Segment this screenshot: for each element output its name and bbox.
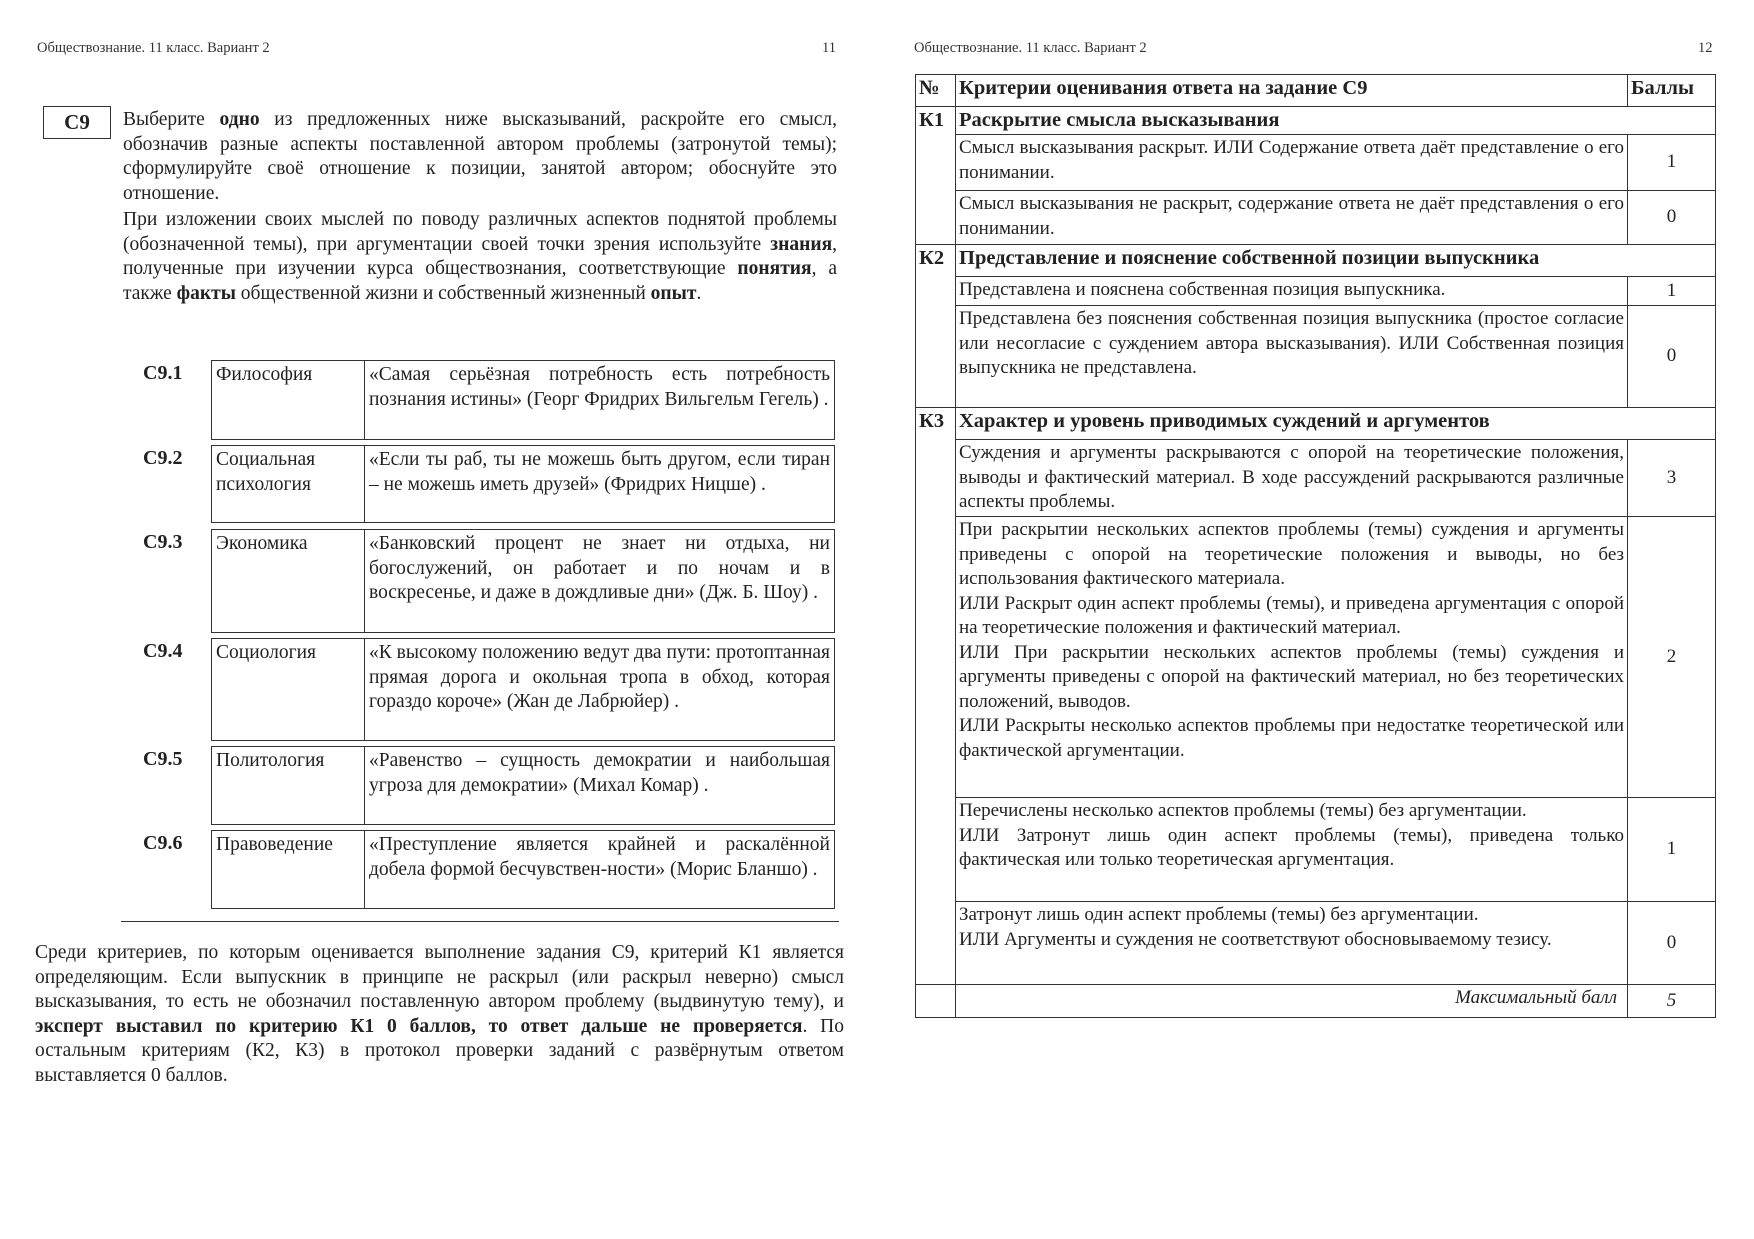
criterion-text: Смысл высказывания не раскрыт, содержание ответа не даёт представления о его понимании. [956, 191, 1628, 245]
quote-option [143, 360, 835, 440]
text: . [696, 282, 702, 304]
text: . По остальным критериям (К2, К3) в протокол проверки заданий с развёрнутым ответом выставляется 0 баллов. [35, 1015, 844, 1086]
col-no: № [916, 75, 956, 107]
quote-text: «Банковский процент не знает ни отдыха, ни богослужений, он работает и по ночам и в воскресенье, и даже в дождливые дни» (Дж. Б. Шоу) . [365, 529, 835, 633]
line: Затронут лишь один аспект проблемы (темы) без аргументации. [959, 904, 1479, 925]
criterion-text: Представлена без пояснения собственная позиция выпускника (простое согласие или несогласие с суждением автора высказывания). ИЛИ Собственная позиция выпускника не представлена. [956, 306, 1628, 408]
task-instructions [123, 108, 837, 206]
text: из предложенных ниже высказываний, раскройте его смысл, обозначив разные аспекты поставленной автором проблемы (затронутой темы); сформулируйте своё отношение к позиции, занятой автором; обоснуйте это отношение. [123, 109, 837, 204]
bold-text: опыт [650, 282, 697, 304]
quote-id: С9.3 [143, 531, 183, 553]
text: общественной жизни и собственный жизненный [235, 282, 651, 304]
text: Среди критериев, по которым оценивается выполнение задания С9, критерий К1 является определяющим. Если выпускник в принципе не раскрыл (или раскрыл неверно) смысл высказывания, то есть не обозначил поставленную автором проблему (выдвинутую тему), и [35, 942, 844, 1012]
criterion-code: К2 [916, 245, 956, 277]
table-row [916, 277, 1716, 306]
table-row [916, 517, 1716, 798]
quote-subject: Политология [211, 746, 365, 825]
quote-option [143, 830, 835, 909]
bold-text: знания [770, 233, 833, 255]
text: При изложении своих мыслей по поводу различных аспектов поднятой проблемы (обозначенной темы), при аргументации своей точки зрения используйте [123, 209, 837, 255]
criterion-code: К3 [916, 408, 956, 440]
criterion-text: Смысл высказывания раскрыт. ИЛИ Содержание ответа даёт представление о его понимании. [956, 135, 1628, 191]
quote-option [143, 445, 835, 523]
score: 2 [1628, 517, 1716, 798]
criterion-text: Суждения и аргументы раскрываются с опорой на теоретические положения, выводы и фактический материал. В ходе рассуждений раскрываются различные аспекты проблемы. [956, 440, 1628, 517]
criterion-text [956, 902, 1628, 985]
quote-id: С9.6 [143, 832, 183, 854]
max-score-label: Максимальный балл [956, 985, 1628, 1018]
criterion-text [956, 517, 1628, 798]
quote-option [143, 529, 835, 633]
quote-id: С9.1 [143, 362, 183, 384]
criterion-header [916, 408, 1716, 440]
line: ИЛИ Аргументы и суждения не соответствуют обосновываемому тезису. [959, 928, 1552, 950]
col-score: Баллы [1628, 75, 1716, 107]
score: 0 [1628, 306, 1716, 408]
table-row [916, 135, 1716, 191]
table-header [916, 75, 1716, 107]
task-instructions-2 [123, 208, 837, 306]
quote-id: С9.5 [143, 748, 183, 770]
text: Выберите [123, 109, 220, 130]
divider [121, 921, 839, 922]
quote-id: С9.2 [143, 447, 183, 469]
quote-subject: Правоведение [211, 830, 365, 909]
criterion-code: К1 [916, 107, 956, 135]
quote-subject: Социология [211, 638, 365, 741]
score: 1 [1628, 798, 1716, 902]
bold-text: одно [219, 109, 260, 130]
line: ИЛИ Раскрыты несколько аспектов проблемы при недостатке теоретической или фактической аргументации. [959, 715, 1624, 761]
table-row [916, 440, 1716, 517]
bold-text: понятия [737, 258, 812, 279]
table-row [916, 191, 1716, 245]
criterion-text: Представлена и пояснена собственная позиция выпускника. [956, 277, 1628, 306]
bold-text: эксперт выставил по критерию К1 0 баллов, то ответ дальше не проверяется [35, 1015, 803, 1037]
grading-note [35, 941, 844, 1088]
page-header: Обществознание. 11 класс. Вариант 2 [37, 40, 270, 56]
criterion-text [956, 798, 1628, 902]
quote-option [143, 746, 835, 825]
score: 1 [1628, 277, 1716, 306]
score: 1 [1628, 135, 1716, 191]
max-score-row [916, 985, 1716, 1018]
task-label: С9 [43, 106, 111, 139]
line: ИЛИ Затронут лишь один аспект проблемы (темы), приведена только фактическая или только теоретическая аргументация. [959, 824, 1624, 870]
criterion-header [916, 107, 1716, 135]
page-number: 12 [1698, 40, 1713, 56]
criterion-title: Раскрытие смысла высказывания [956, 107, 1716, 135]
line: При раскрытии нескольких аспектов проблемы (темы) суждения и аргументы приведены с опорой на теоретические положения и выводы, но без использования фактического материала. [959, 519, 1624, 589]
page-header: Обществознание. 11 класс. Вариант 2 [914, 40, 1147, 56]
quote-id: С9.4 [143, 640, 183, 662]
table-row [916, 902, 1716, 985]
score: 0 [1628, 902, 1716, 985]
quote-subject: Философия [211, 360, 365, 440]
max-score: 5 [1628, 985, 1716, 1018]
criterion-header [916, 245, 1716, 277]
criterion-title: Представление и пояснение собственной позиции выпускника [956, 245, 1716, 277]
quote-subject: Экономика [211, 529, 365, 633]
col-criteria: Критерии оценивания ответа на задание С9 [956, 75, 1628, 107]
quote-text: «Преступление является крайней и раскалённой добела формой бесчувствен-ности» (Морис Бланшо) . [365, 830, 835, 909]
score: 3 [1628, 440, 1716, 517]
quote-text: «Если ты раб, ты не можешь быть другом, если тиран – не можешь иметь друзей» (Фридрих Ницше) . [365, 445, 835, 523]
criteria-table [915, 74, 1716, 1018]
quote-subject: Социальная психология [211, 445, 365, 523]
table-row [916, 798, 1716, 902]
quote-text: «Самая серьёзная потребность есть потребность познания истины» (Георг Фридрих Вильгельм Гегель) . [365, 360, 835, 440]
text: , полученные при изучении курса обществознания, соответствующие [123, 233, 837, 279]
score: 0 [1628, 191, 1716, 245]
quote-text: «Равенство – сущность демократии и наибольшая угроза для демократии» (Михал Комар) . [365, 746, 835, 825]
bold-text: факты [176, 282, 236, 304]
page-number: 11 [822, 40, 836, 56]
criterion-title: Характер и уровень приводимых суждений и аргументов [956, 408, 1716, 440]
line: ИЛИ При раскрытии нескольких аспектов проблемы (темы) суждения и аргументы приведены с опорой на фактический материал, но без теоретических положений, выводов. [959, 641, 1624, 712]
quote-option [143, 638, 835, 741]
text: , а также [123, 258, 837, 304]
quote-text: «К высокому положению ведут два пути: протоптанная прямая дорога и окольная тропа в обход, которая гораздо короче» (Жан де Лабрюйер) . [365, 638, 835, 741]
table-row [916, 306, 1716, 408]
line: Перечислены несколько аспектов проблемы (темы) без аргументации. [959, 800, 1527, 821]
line: ИЛИ Раскрыт один аспект проблемы (темы), и приведена аргументация с опорой на теоретические положения и фактический материал. [959, 592, 1624, 638]
